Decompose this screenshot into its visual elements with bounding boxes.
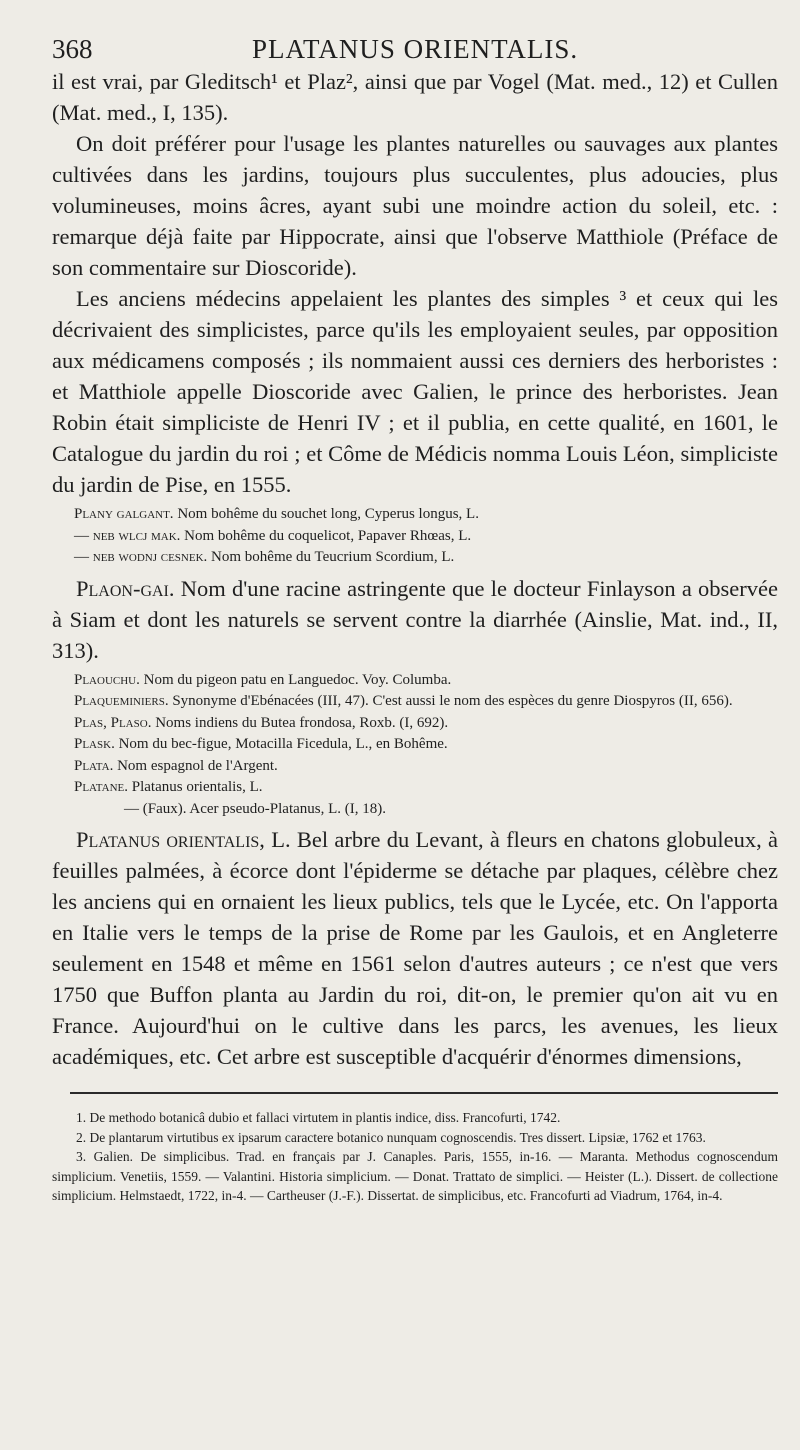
entry-head: Plata. bbox=[74, 757, 114, 774]
entry-head: Platane. bbox=[74, 779, 128, 795]
dictionary-entry bbox=[52, 713, 778, 735]
entries-plany bbox=[52, 504, 778, 569]
entry-text: Nom du bec-figue, Motacilla Ficedula, L., en Bohême. bbox=[118, 736, 448, 752]
dictionary-entry bbox=[52, 547, 778, 569]
entry-head: Plaouchu. bbox=[74, 671, 140, 688]
entry-text: Nom du pigeon patu en Languedoc. Voy. Columba. bbox=[143, 671, 452, 688]
entry-head: — bbox=[124, 800, 139, 817]
dictionary-entry bbox=[52, 504, 778, 526]
dictionary-entry bbox=[52, 777, 778, 799]
page-number: 368 bbox=[52, 34, 93, 64]
entry-head: Plaqueminiers. bbox=[74, 693, 169, 709]
entry-plaon-gai bbox=[52, 573, 778, 666]
dictionary-entry bbox=[52, 756, 778, 778]
running-title: PLATANUS ORIENTALIS. bbox=[252, 34, 579, 64]
dictionary-entry bbox=[52, 799, 778, 821]
entry-text: Synonyme d'Ebénacées (III, 47). C'est aussi le nom des espèces du genre Diospyros (II, 656). bbox=[172, 693, 733, 709]
entry-head: Plask. bbox=[74, 736, 115, 752]
footnote: 2. De plantarum virtutibus ex ipsarum caractere botanico nunquam cognoscendis. Tres dissert. Lipsiæ, 1762 et 1763. bbox=[76, 1129, 706, 1145]
entry-head: Plas, Plaso. bbox=[74, 714, 152, 731]
entry-text: Noms indiens du Butea frondosa, Roxb. (I, 692). bbox=[155, 714, 449, 731]
entry-text: Nom bohême du coquelicot, Papaver Rhœas, L. bbox=[184, 527, 472, 544]
entry-text: Nom espagnol de l'Argent. bbox=[117, 757, 278, 774]
entry-platanus-orientalis bbox=[52, 824, 778, 1072]
entry-head: — neb wodnj cesnek. bbox=[74, 549, 208, 565]
dictionary-entry bbox=[52, 691, 778, 713]
entry-text: Nom bohême du souchet long, Cyperus longus, L. bbox=[177, 506, 479, 522]
entry-head: Platanus orientalis, bbox=[76, 827, 265, 852]
entry-text: L. Bel arbre du Levant, à fleurs en chatons globuleux, à feuilles palmées, à écorce dont l'épiderme se détache par plaques, célèbre chez les anciens qui en ornaient les lieux publics, tels que le Lycée, etc. On l'apporta en Italie vers le temps de la prise de Rome par les Gaulois, et en Angleterre seulement en 1548 et même en 1561 selon d'autres auteurs ; ce n'est que vers 1750 que Buffon planta au Jardin du roi, dit-on, le premier qu'on ait vu en France. Aujourd'hui on le cultive dans les parcs, les avenues, les lieux académiques, etc. Cet arbre est susceptible d'acquérir d'énormes dimensions, bbox=[52, 827, 778, 1069]
entry-head: — neb wlcj mak. bbox=[74, 527, 181, 544]
dictionary-entry bbox=[52, 670, 778, 692]
entry-text: Nom d'une racine astringente que le docteur Finlayson a observée à Siam et dont les naturels se servent contre la diarrhée (Ainslie, Mat. ind., II, 313). bbox=[52, 575, 778, 663]
entry-head: Plany galgant. bbox=[74, 506, 174, 522]
entry-head: Plaon-gai. bbox=[76, 575, 175, 601]
paragraph-continuation: il est vrai, par Gleditsch¹ et Plaz², ainsi que par Vogel (Mat. med., 12) et Cullen (Mat. med., I, 135). bbox=[52, 69, 778, 125]
footnotes bbox=[52, 1108, 778, 1206]
dictionary-entry bbox=[52, 526, 778, 548]
dictionary-entry bbox=[52, 734, 778, 756]
entry-text: (Faux). Acer pseudo-Platanus, L. (I, 18). bbox=[142, 800, 387, 817]
footnote-divider bbox=[70, 1092, 778, 1094]
footnote: 3. Galien. De simplicibus. Trad. en français par J. Canaples. Paris, 1555, in-16. — Maranta. Methodus cognoscendum simplicium. Venetiis, 1559. — Valantini. Historia simplicium. — Donat. Trattato de simplici. — Heister (L.). Dissert. de collectione simplicium. Helmstaedt, 1722, in-4. — Cartheuser (J.-F.). Dissertat. de simplicibus, etc. Francofurti ad Viadrum, 1764, in-4. bbox=[52, 1149, 778, 1203]
entry-text: Nom bohême du Teucrium Scordium, L. bbox=[211, 549, 455, 565]
footnote: 1. De methodo botanicâ dubio et fallaci virtutem in plantis indice, diss. Francofurti, 1742. bbox=[76, 1110, 561, 1125]
paragraph-plants-preference: On doit préférer pour l'usage les plantes naturelles ou sauvages aux plantes cultivées dans les jardins, toujours plus succulentes, plus adoucies, plus volumineuses, moins âcres, ayant subi une moindre action du soleil, etc. : remarque déjà faite par Hippocrate, ainsi que l'observe Matthiole (Préface de son commentaire sur Dioscoride). bbox=[52, 131, 778, 280]
entries-plaouchu-platane bbox=[52, 670, 778, 821]
page-header bbox=[52, 30, 778, 66]
paragraph-simples: Les anciens médecins appelaient les plantes des simples ³ et ceux qui les décrivaient des simplicistes, parce qu'ils les employaient seules, par opposition aux médicamens composés ; ils nommaient aussi ces derniers des herboristes : et Matthiole appelle Dioscoride avec Galien, le prince des herboristes. Jean Robin était simpliciste de Henri IV ; et il publia, en cette qualité, en 1601, le Catalogue du jardin du roi ; et Côme de Médicis nomma Louis Léon, simpliciste du jardin de Pise, en 1555. bbox=[52, 286, 778, 497]
main-text bbox=[52, 66, 778, 500]
entry-text: Platanus orientalis, L. bbox=[131, 779, 263, 795]
